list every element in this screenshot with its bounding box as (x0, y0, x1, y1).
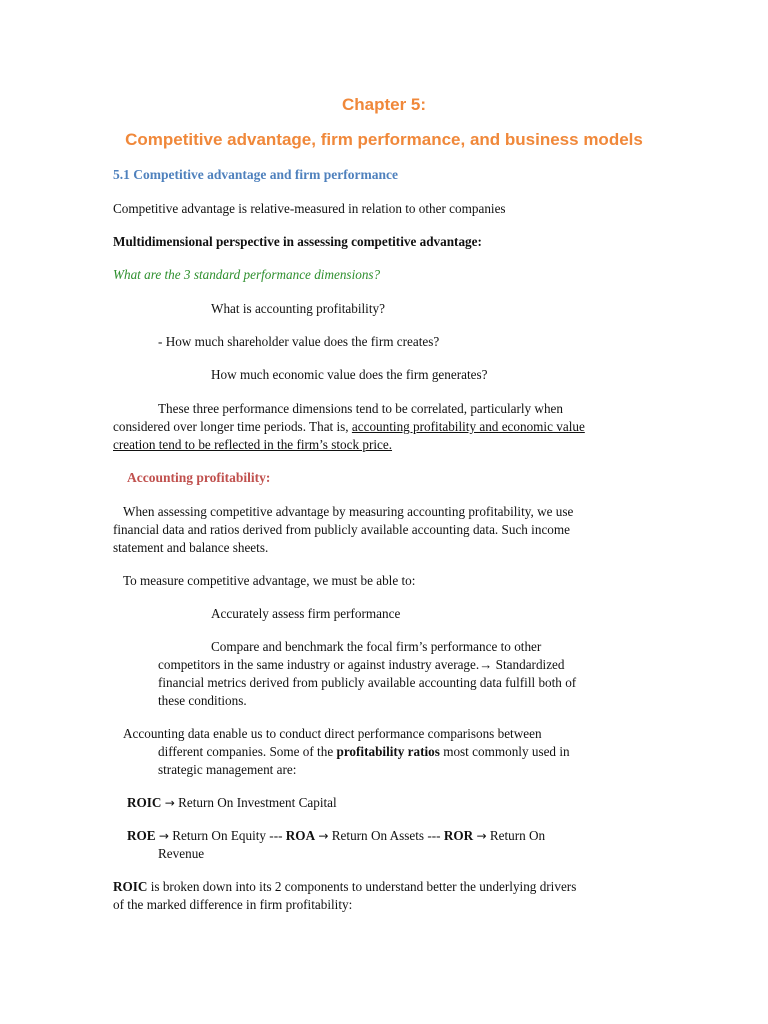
multidimensional-heading: Multidimensional perspective in assessing competitive advantage: (113, 234, 482, 249)
correlated-line-3: creation tend to be reflected in the firm’s stock price. (113, 437, 393, 452)
roe-definition: Return On Equity --- (168, 828, 286, 843)
section-heading-5-1: 5.1 Competitive advantage and firm performance (113, 167, 398, 182)
roe-term: ROE (127, 828, 156, 843)
chapter-title: Chapter 5: (341, 95, 427, 114)
roic-definition: Return On Investment Capital (174, 795, 337, 810)
compare-line-1: Compare and benchmark the focal firm’s performance to other (211, 639, 542, 654)
ratios-line (127, 827, 545, 845)
right-arrow-icon: → (158, 829, 169, 843)
roic-line (127, 794, 337, 812)
dimension-economic-value: How much economic value does the firm generates? (211, 367, 488, 382)
right-arrow-icon: → (476, 829, 487, 843)
correlated-line-2 (113, 418, 585, 436)
correlated-line-2-text: considered over longer time periods. That is, (113, 419, 352, 434)
roic-breakdown-line-1 (113, 878, 576, 896)
roa-term: ROA (285, 828, 316, 843)
question-text: What are the 3 standard performance dimensions? (113, 267, 381, 282)
profitability-ratios-term: profitability ratios (336, 744, 440, 759)
data-enable-line-2-text: different companies. Some of the (158, 744, 337, 759)
right-arrow-icon: → (318, 829, 329, 843)
assessing-line-3: statement and balance sheets. (113, 540, 269, 555)
ror-definition: Return On (486, 828, 546, 843)
data-enable-line-3: strategic management are: (158, 762, 297, 777)
correlated-line-1: These three performance dimensions tend to be correlated, particularly when (158, 401, 563, 416)
main-title: Competitive advantage, firm performance, and business models (125, 130, 643, 149)
dimension-shareholder-value: - How much shareholder value does the firm creates? (158, 334, 440, 349)
roic-breakdown-term: ROIC (113, 879, 148, 894)
measure-intro: To measure competitive advantage, we must be able to: (123, 573, 416, 588)
assessing-line-2: financial data and ratios derived from publicly available accounting data. Such income (113, 522, 570, 537)
intro-paragraph: Competitive advantage is relative-measured in relation to other companies (113, 201, 506, 216)
ror-term: ROR (443, 828, 474, 843)
ratios-line-continued: Revenue (158, 846, 205, 861)
assess-item: Accurately assess firm performance (211, 606, 401, 621)
right-arrow-icon: → (164, 796, 175, 810)
correlated-line-2-underlined: accounting profitability and economic value (351, 419, 585, 434)
roic-breakdown-line-2: of the marked difference in firm profitability: (113, 897, 353, 912)
roic-term: ROIC (127, 795, 162, 810)
roic-breakdown-text: is broken down into its 2 components to understand better the underlying drivers (147, 879, 577, 894)
assessing-line-1: When assessing competitive advantage by measuring accounting profitability, we use (123, 504, 574, 519)
data-enable-line-1: Accounting data enable us to conduct direct performance comparisons between (123, 726, 542, 741)
data-enable-line-2 (158, 743, 570, 761)
accounting-profitability-heading: Accounting profitability: (127, 470, 271, 485)
dimension-accounting-profitability: What is accounting profitability? (211, 301, 385, 316)
data-enable-line-2-after: most commonly used in (439, 744, 570, 759)
compare-line-2: competitors in the same industry or against industry average.→ Standardized (158, 657, 565, 672)
compare-line-3: financial metrics derived from publicly available accounting data fulfill both of (158, 675, 577, 690)
roa-definition: Return On Assets --- (328, 828, 444, 843)
compare-line-4: these conditions. (158, 693, 247, 708)
